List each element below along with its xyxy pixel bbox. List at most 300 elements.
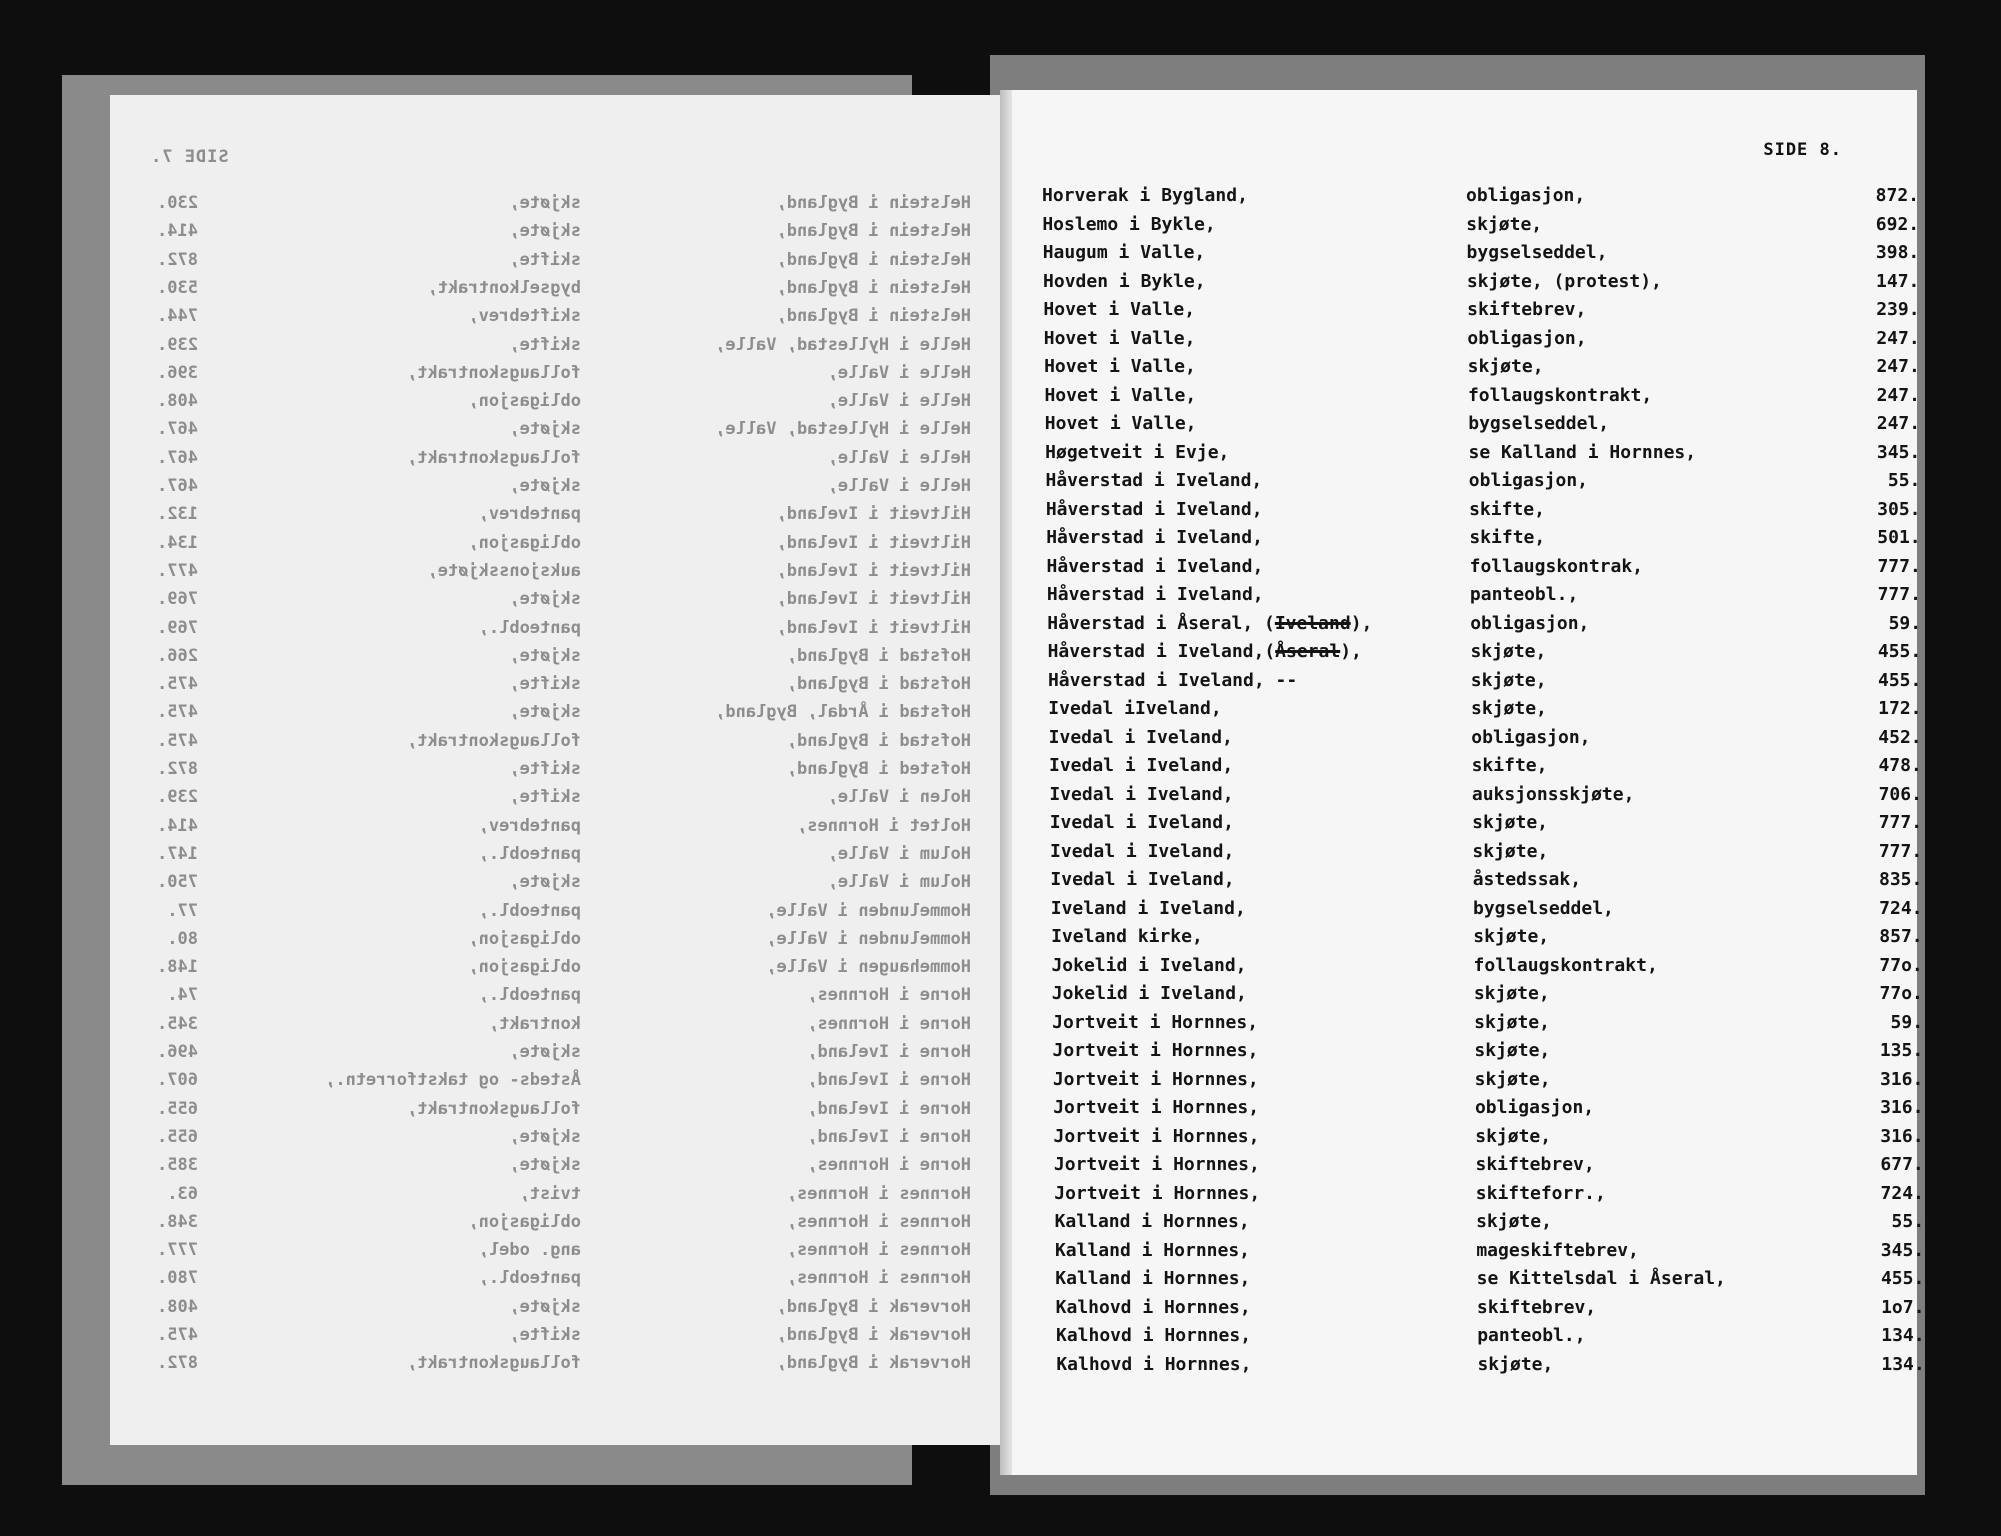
left-entry-row: [110, 1070, 1006, 1094]
right-entry-property-text: Hovet i Valle,: [1043, 299, 1196, 320]
right-entry-document: skjøte,: [1474, 1011, 1550, 1033]
left-entry-document: skjøte,: [509, 1126, 581, 1147]
left-entry-row: [110, 618, 1006, 642]
right-entry-number: 777.: [1878, 840, 1923, 862]
right-entry-property: [1052, 1012, 1258, 1033]
left-page-mirrored-text: [110, 95, 1006, 1445]
left-entry-number: 530.: [157, 277, 198, 298]
right-entry-number: 135.: [1879, 1040, 1924, 1061]
right-entry-number: 777.: [1877, 584, 1921, 605]
left-entry-number: 475.: [157, 674, 198, 695]
right-entry-property: [1044, 356, 1196, 377]
right-entry-property-text: Hoslemo i Bykle,: [1042, 213, 1216, 235]
left-entry-document: skjøte,: [509, 589, 581, 610]
right-entry-number: 77o.: [1879, 954, 1923, 976]
right-entry-property: [1050, 869, 1234, 890]
right-entry-number: 345.: [1876, 441, 1921, 463]
left-entry-row: [110, 193, 1006, 217]
right-entry-document: bygselseddel,: [1473, 897, 1614, 919]
left-entry-row: [110, 1353, 1006, 1377]
right-entry-row: [1047, 612, 1922, 638]
left-entry-property: Hornnes i Hornnes,: [786, 1268, 971, 1289]
right-entry-property-text: Ivedal i Iveland,: [1049, 755, 1234, 776]
left-entry-number: 148.: [157, 957, 198, 978]
right-entry-row: [1050, 869, 1923, 894]
right-entry-document: se Kalland i Hornnes,: [1468, 441, 1697, 463]
right-entry-row: [1052, 1068, 1924, 1094]
left-entry-property: Horne i Hornnes,: [807, 1013, 971, 1034]
left-entry-property: Horne i Hornnes,: [807, 985, 971, 1006]
left-entry-row: [110, 448, 1006, 472]
left-entry-document: skjøte,: [509, 419, 581, 440]
left-entry-property: Horne i Hornnes,: [807, 1155, 971, 1176]
left-entry-number: 655.: [157, 1098, 198, 1119]
right-entry-row: [1051, 954, 1923, 980]
right-entry-property-suffix: --: [1264, 669, 1298, 691]
right-entry-property-text: Jokelid i Iveland,: [1051, 954, 1247, 976]
left-entry-number: 132.: [157, 504, 198, 525]
left-entry-row: [110, 787, 1006, 811]
right-entry-row: [1054, 1211, 1925, 1236]
left-entry-number: 396.: [157, 362, 198, 383]
right-entry-row: [1049, 755, 1922, 780]
right-entry-property-text: Kalland i Hornnes,: [1054, 1239, 1251, 1261]
left-entry-row: [110, 759, 1006, 783]
right-entry-number: 247.: [1876, 413, 1921, 434]
left-entry-property: Hornnes i Hornnes,: [786, 1183, 971, 1204]
left-entry-property: Horne i Iveland,: [807, 1070, 971, 1091]
left-entry-row: [110, 957, 1006, 981]
left-entry-document: follaugskontrakt,: [407, 362, 581, 383]
right-entry-property-text: Kalland i Hornnes,: [1054, 1211, 1250, 1232]
right-entry-document: obligasjon,: [1474, 1097, 1595, 1118]
right-entry-row: [1049, 812, 1923, 837]
right-entry-row: [1056, 1353, 1925, 1379]
right-entry-number: 398.: [1875, 242, 1920, 263]
left-entry-document: skjøte,: [509, 193, 581, 213]
right-entry-property: [1043, 299, 1195, 320]
right-entry-row: [1046, 555, 1921, 581]
right-entry-document: skifte,: [1471, 755, 1548, 776]
right-entry-property: [1055, 1268, 1250, 1289]
right-entry-property: [1045, 413, 1197, 434]
right-entry-row: [1045, 441, 1921, 467]
right-entry-document: skjøte,: [1472, 812, 1548, 833]
left-entry-document: panteobl.,: [478, 617, 581, 638]
right-entry-document: obligasjon,: [1471, 726, 1591, 748]
right-entry-property-text: Haugum i Valle,: [1042, 242, 1206, 263]
right-entry-number: 147.: [1876, 270, 1920, 292]
right-entry-document: follaugskontrakt,: [1467, 384, 1653, 406]
right-entry-property: [1055, 1211, 1250, 1232]
right-entry-property-text: Håverstad i Iveland,: [1046, 555, 1264, 577]
right-entry-number: 59.: [1888, 612, 1922, 634]
right-entry-property-text: Hovden i Bykle,: [1043, 270, 1206, 292]
right-entry-document: mageskiftebrev,: [1476, 1239, 1639, 1261]
right-entry-property-text: Ivedal iIveland,: [1048, 698, 1222, 719]
right-entry-document: follaugskontrakt,: [1473, 954, 1658, 976]
left-entry-property: Helstein i Bygland,: [776, 221, 971, 242]
right-entry-number: 305.: [1877, 498, 1921, 520]
right-entry-number: 452.: [1878, 726, 1922, 748]
right-entry-document: skjøte,: [1473, 983, 1550, 1004]
left-entry-document: skifte,: [509, 787, 581, 808]
left-entry-property: Helle i Hyllestad, Valle,: [715, 334, 971, 355]
left-entry-number: 777.: [157, 1240, 198, 1261]
right-entry-property-text: Jortveit i Hornnes,: [1052, 1068, 1259, 1090]
left-entry-number: 607.: [157, 1070, 198, 1091]
right-entry-row: [1045, 470, 1921, 495]
right-entry-property: [1053, 1069, 1259, 1090]
left-entry-number: 769.: [157, 617, 198, 638]
right-entry-struck-text: Åseral: [1275, 641, 1341, 662]
right-entry-document: skjøte,: [1470, 641, 1547, 662]
right-entry-document: skjøte,: [1471, 698, 1547, 719]
right-entry-property-suffix: ),: [1350, 612, 1373, 634]
right-entry-number: 59.: [1890, 1011, 1924, 1033]
right-entry-document: skjøte,: [1472, 840, 1549, 862]
left-entry-property: Hofstad i Bygland,: [786, 645, 971, 666]
left-entry-property: Helstein i Bygland,: [776, 277, 971, 298]
left-entry-row: [110, 1297, 1006, 1321]
left-entry-document: skifte,: [509, 759, 581, 779]
left-entry-row: [110, 674, 1006, 698]
left-entry-row: [110, 250, 1006, 274]
right-entry-row: [1054, 1239, 1925, 1265]
left-entry-property: Horne i Iveland,: [807, 1098, 971, 1119]
left-entry-number: 147.: [157, 843, 198, 864]
left-entry-document: obligasjon,: [468, 1211, 581, 1232]
right-entry-number: 247.: [1876, 327, 1920, 349]
right-entry-number: 77o.: [1879, 983, 1923, 1004]
left-entry-document: ang. odel,: [478, 1240, 581, 1261]
right-entry-row: [1052, 1011, 1924, 1037]
left-entry-document: obligasjon,: [468, 391, 581, 412]
left-entry-number: 780.: [157, 1268, 198, 1289]
right-entry-document: obligasjon,: [1470, 612, 1590, 634]
right-entry-row: [1044, 413, 1921, 438]
left-entry-property: Hiltveit i Iveland,: [776, 589, 971, 610]
left-entry-number: 74.: [167, 985, 198, 1006]
right-entry-document: skiftebrev,: [1475, 1154, 1595, 1175]
right-entry-property: [1044, 385, 1196, 406]
right-entry-property: [1047, 556, 1264, 577]
right-entry-property: [1046, 499, 1263, 520]
right-entry-property-text: Hovet i Valle,: [1044, 413, 1197, 434]
right-entry-number: 134.: [1881, 1353, 1925, 1375]
left-entry-property: Hofsted i Bygland,: [786, 759, 971, 779]
right-entry-property-text: Kalhovd i Hornnes,: [1056, 1353, 1252, 1375]
right-entry-property-text: Hovet i Valle,: [1043, 327, 1196, 349]
left-entry-number: 345.: [157, 1013, 198, 1034]
left-entry-row: [110, 391, 1006, 415]
right-entry-property-text: Kalland i Hornnes,: [1055, 1268, 1251, 1289]
right-entry-number: 247.: [1876, 356, 1920, 377]
left-entry-number: 872.: [157, 1353, 198, 1374]
right-entry-number: 677.: [1880, 1154, 1924, 1175]
right-entry-document: obligasjon,: [1468, 470, 1589, 491]
left-entry-row: [110, 816, 1006, 840]
right-entry-row: [1049, 783, 1922, 809]
left-entry-row: [110, 731, 1006, 755]
left-entry-row: [110, 985, 1006, 1009]
left-entry-document: skjøte,: [509, 645, 581, 666]
right-entry-property: [1050, 841, 1234, 862]
right-entry-number: 455.: [1880, 1268, 1925, 1289]
left-entry-property: Horverak i Bygland,: [776, 1296, 971, 1317]
right-entry-row: [1043, 270, 1920, 296]
right-entry-property: [1043, 242, 1206, 263]
right-entry-property-text: Ivedal i Iveland,: [1049, 812, 1234, 833]
right-entry-property: [1053, 1097, 1259, 1118]
left-entry-document: follaugskontrakt,: [407, 1353, 581, 1374]
right-entry-property: [1048, 641, 1362, 662]
right-entry-document: skjøte,: [1470, 669, 1547, 691]
right-entry-property-text: Kalhovd i Hornnes,: [1055, 1296, 1251, 1318]
left-entry-row: [110, 1184, 1006, 1208]
right-entry-document: panteobl.,: [1477, 1325, 1586, 1346]
right-entry-property-text: Håverstad i Åseral, (: [1047, 612, 1275, 634]
left-entry-document: tvist,: [519, 1183, 581, 1204]
left-entry-document: skjøte,: [509, 872, 581, 893]
right-entry-property: [1045, 442, 1229, 463]
right-page: [1012, 90, 1925, 1475]
right-entry-document: auksjonsskjøte,: [1471, 783, 1635, 805]
right-entry-property: [1049, 784, 1233, 805]
right-entry-number: 692.: [1875, 213, 1920, 235]
left-entry-number: 872.: [157, 249, 198, 270]
left-entry-row: [110, 702, 1006, 726]
left-entry-document: obligasjon,: [468, 532, 581, 553]
right-entry-property: [1054, 1126, 1260, 1147]
left-entry-number: 744.: [157, 306, 198, 327]
left-entry-document: obligasjon,: [468, 957, 581, 978]
right-entry-row: [1048, 698, 1922, 723]
right-entry-row: [1051, 983, 1923, 1008]
left-entry-number: 655.: [157, 1126, 198, 1147]
right-entry-row: [1046, 584, 1921, 609]
right-entry-property-text: Iveland i Iveland,: [1050, 897, 1246, 919]
left-entry-document: follaugskontrakt,: [407, 447, 581, 468]
right-entry-property: [1052, 983, 1247, 1004]
left-entry-property: Hornnes i Hornnes,: [786, 1211, 971, 1232]
right-entry-property-text: Ivedal i Iveland,: [1049, 783, 1234, 805]
right-entry-row: [1043, 299, 1920, 324]
left-entry-document: follaugskontrakt,: [407, 730, 581, 751]
right-entry-property-text: Ivedal i Iveland,: [1048, 726, 1233, 748]
left-entry-number: 769.: [157, 589, 198, 610]
left-entry-row: [110, 306, 1006, 330]
left-entry-property: Hofstad i Bygland,: [786, 674, 971, 695]
left-entry-property: Hornnes i Hornnes,: [786, 1240, 971, 1261]
right-entry-property-text: Jortveit i Hornnes,: [1054, 1182, 1261, 1204]
left-entry-property: Hofstad i Årdal, Bygland,: [715, 702, 971, 723]
right-entry-row: [1056, 1325, 1925, 1350]
right-entry-property: [1049, 755, 1233, 776]
right-entry-row: [1044, 356, 1920, 381]
left-entry-property: Holum i Valle,: [827, 843, 971, 864]
right-entry-property-text: Håverstad i Iveland,: [1045, 470, 1263, 491]
left-entry-number: 408.: [157, 1296, 198, 1317]
left-entry-row: [110, 561, 1006, 585]
left-entry-number: 467.: [157, 476, 198, 496]
right-entry-number: 724.: [1880, 1182, 1924, 1204]
right-entry-number: 872.: [1875, 185, 1919, 206]
left-entry-row: [110, 1127, 1006, 1151]
left-entry-number: 385.: [157, 1155, 198, 1176]
left-page: [110, 95, 1006, 1445]
left-entry-document: skjøte,: [509, 476, 581, 496]
right-entry-document: skjøte,: [1467, 356, 1544, 377]
right-entry-number: 239.: [1876, 299, 1920, 320]
right-entry-row: [1046, 527, 1921, 552]
right-entry-row: [1053, 1154, 1924, 1179]
right-entry-property-text: Horverak i Bygland,: [1042, 185, 1248, 206]
left-entry-row: [110, 363, 1006, 387]
right-entry-property-text: Håverstad i Iveland,: [1046, 584, 1264, 605]
right-entry-row: [1054, 1182, 1924, 1208]
right-entry-property-text: Hovet i Valle,: [1044, 356, 1196, 377]
left-entry-document: auksjonsskjøte,: [427, 560, 581, 581]
left-entry-row: [110, 1155, 1006, 1179]
left-entry-property: Hiltveit i Iveland,: [776, 617, 971, 638]
left-entry-row: [110, 1325, 1006, 1349]
right-entry-property: [1046, 527, 1263, 548]
left-entry-document: follaugskontrakt,: [407, 1098, 581, 1119]
left-entry-number: 230.: [157, 193, 198, 213]
right-entry-row: [1047, 641, 1922, 666]
right-entry-row: [1052, 1040, 1924, 1065]
right-entry-row: [1042, 185, 1919, 210]
right-entry-row: [1042, 213, 1920, 239]
right-entry-row: [1043, 327, 1920, 353]
right-entry-document: obligasjon,: [1466, 185, 1586, 206]
right-entry-property: [1056, 1297, 1251, 1318]
right-entry-document: bygselseddel,: [1468, 413, 1610, 434]
left-entry-document: skifte,: [509, 334, 581, 355]
left-entry-row: [110, 533, 1006, 557]
left-entry-document: panteobl.,: [478, 985, 581, 1006]
left-entry-property: Helstein i Bygland,: [776, 249, 971, 270]
left-entry-document: skifte,: [509, 249, 581, 270]
right-entry-document: skifte,: [1469, 498, 1545, 520]
right-entry-document: skjøte, (protest),: [1466, 270, 1662, 292]
right-entry-property: [1056, 1325, 1251, 1346]
left-entry-document: skjøte,: [509, 1296, 581, 1317]
left-entry-row: [110, 1099, 1006, 1123]
left-entry-row: [110, 278, 1006, 302]
right-entry-property-text: Kalhovd i Hornnes,: [1056, 1325, 1252, 1346]
right-entry-property-text: Jortveit i Hornnes,: [1053, 1154, 1260, 1175]
right-entry-number: 345.: [1880, 1239, 1925, 1261]
right-entry-property-text: Jortveit i Hornnes,: [1052, 1011, 1259, 1033]
right-entry-row: [1048, 726, 1922, 752]
left-entry-number: 77.: [167, 900, 198, 921]
left-entry-row: [110, 476, 1006, 500]
left-entry-row: [110, 646, 1006, 670]
right-entry-number: 777.: [1878, 812, 1923, 833]
right-entry-number: 316.: [1879, 1068, 1924, 1090]
right-entry-row: [1051, 926, 1923, 951]
left-entry-number: 414.: [157, 221, 198, 242]
left-entry-document: skiftebrev,: [468, 306, 581, 327]
right-entry-property: [1051, 898, 1246, 919]
left-entry-number: 239.: [157, 334, 198, 355]
right-entry-document: skjøte,: [1473, 926, 1550, 947]
right-entry-property: [1054, 1154, 1260, 1175]
right-entry-property: [1042, 214, 1215, 235]
right-entry-property: [1051, 926, 1203, 947]
left-entry-number: 750.: [157, 872, 198, 893]
right-entry-property: [1054, 1183, 1260, 1204]
right-entry-property-text: Håverstad i Iveland,: [1045, 498, 1263, 520]
right-entry-number: 478.: [1878, 755, 1922, 776]
right-entry-number: 706.: [1878, 783, 1922, 805]
left-entry-row: [110, 929, 1006, 953]
right-entry-number: 857.: [1879, 926, 1923, 947]
right-entry-document: panteobl.,: [1469, 584, 1579, 605]
left-entry-document: skifte,: [509, 674, 581, 695]
left-entry-number: 475.: [157, 1325, 198, 1345]
left-entry-property: Horne i Iveland,: [807, 1042, 971, 1062]
left-entry-document: bygselkontrakt,: [427, 277, 581, 298]
right-entry-property-text: Ivedal i Iveland,: [1050, 869, 1235, 890]
left-entry-document: Åsteds- og takstforretn.,: [325, 1070, 581, 1091]
right-entry-row: [1050, 897, 1923, 923]
left-entry-property: Helle i Hyllestad, Valle,: [715, 419, 971, 440]
left-entry-document: skifte,: [509, 1325, 581, 1345]
left-entry-property: Holen i Valle,: [827, 787, 971, 808]
right-entry-document: skjøte,: [1477, 1353, 1554, 1375]
left-entry-property: Hommelunden i Valle,: [766, 900, 971, 921]
right-entry-property: [1053, 1040, 1259, 1061]
right-entry-property: [1051, 955, 1246, 976]
left-entry-row: [110, 844, 1006, 868]
left-entry-number: 477.: [157, 560, 198, 581]
left-entry-number: 414.: [157, 815, 198, 836]
right-entry-property: [1044, 328, 1196, 349]
left-entry-property: Hofstad i Bygland,: [786, 730, 971, 751]
right-entry-document: skjøte,: [1474, 1040, 1551, 1061]
left-entry-document: skjøte,: [509, 1155, 581, 1176]
right-entry-property: [1047, 613, 1372, 634]
left-entry-number: 872.: [157, 759, 198, 779]
right-entry-document: skjøte,: [1474, 1068, 1551, 1090]
left-entry-row: [110, 872, 1006, 896]
right-entry-row: [1045, 498, 1921, 524]
left-entry-number: 408.: [157, 391, 198, 412]
right-entry-number: 172.: [1878, 698, 1922, 719]
left-entry-property: Hommelunden i Valle,: [766, 928, 971, 949]
left-entry-property: Helle i Valle,: [827, 476, 971, 496]
right-entry-row: [1053, 1097, 1924, 1122]
left-entry-number: 467.: [157, 447, 198, 468]
right-entry-property: [1043, 271, 1206, 292]
right-entry-number: 316.: [1880, 1097, 1924, 1118]
left-entry-number: 239.: [157, 787, 198, 808]
right-entry-number: 455.: [1877, 641, 1922, 662]
left-entry-row: [110, 504, 1006, 528]
right-entry-property-text: Jokelid i Iveland,: [1051, 983, 1247, 1004]
left-entry-document: kontrakt,: [488, 1013, 581, 1034]
left-entry-number: 134.: [157, 532, 198, 553]
right-entry-document: skifte,: [1469, 527, 1546, 548]
left-page-header: SIDE 7.: [150, 147, 229, 167]
right-entry-property-text: Høgetveit i Evje,: [1045, 441, 1230, 463]
right-entry-property: [1048, 698, 1221, 719]
right-entry-number: 55.: [1887, 470, 1921, 491]
left-entry-number: 475.: [157, 730, 198, 751]
